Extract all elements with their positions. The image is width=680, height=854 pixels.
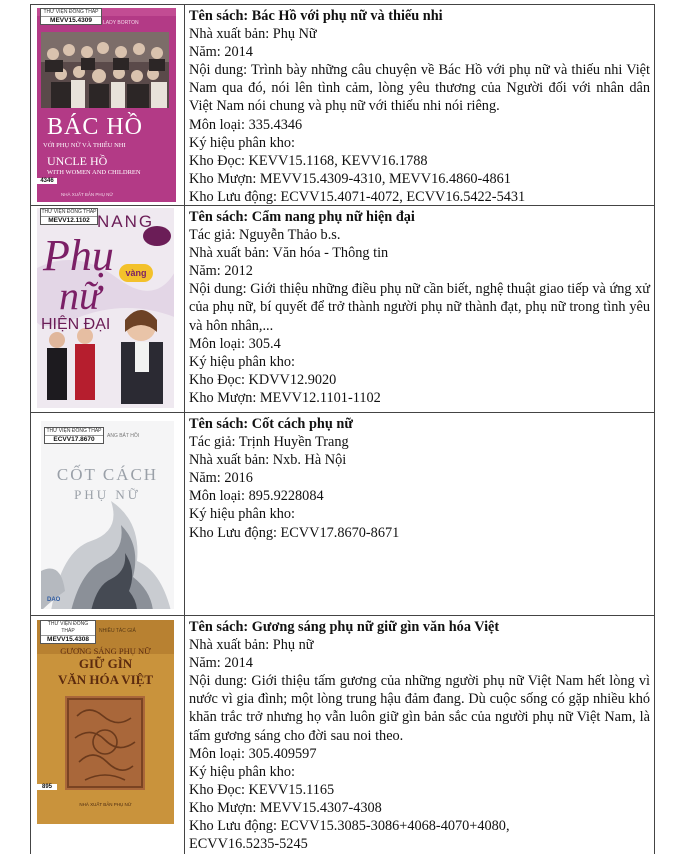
book-cover-guong-sang bbox=[37, 620, 174, 824]
book-publisher: Nhà xuất bản: Nxb. Hà Nội bbox=[189, 452, 347, 469]
library-tag-code: MEVV12.1102 bbox=[41, 216, 97, 224]
book-info-2 bbox=[185, 206, 654, 412]
book-publisher: Nhà xuất bản: Văn hóa - Thông tin bbox=[189, 245, 389, 262]
book-cover-cell bbox=[31, 413, 185, 615]
library-tag-code: ECVV17.8670 bbox=[45, 435, 103, 443]
cover-title-line3: VĂN HÓA VIỆT bbox=[57, 672, 154, 687]
library-tag-code: MEVV15.4309 bbox=[41, 16, 101, 24]
cover-en-subtitle: WITH WOMEN AND CHILDREN bbox=[47, 169, 141, 176]
book-year: Năm: 2012 bbox=[189, 263, 253, 280]
book-info-3 bbox=[185, 413, 654, 615]
cover-title-line1: CỐT CÁCH bbox=[56, 465, 159, 484]
cover-title-line1: GƯƠNG SÁNG PHỤ NỮ bbox=[60, 646, 151, 656]
book-catalog-table bbox=[30, 4, 655, 854]
library-tag-name: THƯ VIỆN ĐỒNG THÁP bbox=[43, 9, 99, 15]
book-classification: Môn loại: 305.4 bbox=[189, 335, 281, 352]
book-reading-store: Kho Đọc: KEVV15.1165 bbox=[189, 781, 335, 798]
library-tag bbox=[40, 208, 98, 225]
book-title: Bác Hồ với phụ nữ và thiếu nhi bbox=[251, 8, 443, 24]
book-lending-store: Kho Mượn: MEVV15.4307-4308 bbox=[189, 799, 382, 816]
library-tag bbox=[40, 620, 96, 644]
book-year: Năm: 2014 bbox=[189, 44, 253, 61]
book-lending-store: Kho Mượn: MEVV15.4309-4310, MEVV16.4860-4861 bbox=[189, 170, 511, 187]
book-title-label: Tên sách: bbox=[189, 619, 252, 635]
book-info-4 bbox=[185, 616, 654, 854]
book-title-line bbox=[189, 7, 650, 25]
book-title-line bbox=[189, 415, 650, 433]
book-classification: Môn loại: 335.4346 bbox=[189, 116, 303, 133]
book-mobile-store: Kho Lưu động: ECVV15.3085-3086+4068-4070+4080, bbox=[189, 818, 510, 835]
book-cover-cam-nang bbox=[37, 208, 174, 408]
library-tag bbox=[44, 427, 104, 444]
book-title-line bbox=[189, 208, 650, 226]
book-reading-store: Kho Đọc: KDVV12.9020 bbox=[189, 371, 337, 388]
book-storage-label: Ký hiệu phân kho: bbox=[189, 353, 296, 370]
cover-badge: vàng bbox=[119, 264, 153, 282]
cover-art-smoke bbox=[41, 421, 174, 609]
book-author: Tác giả: Nguyễn Thảo b.s. bbox=[189, 227, 341, 244]
book-classification: Môn loại: 895.9228084 bbox=[189, 488, 324, 505]
book-row-1 bbox=[30, 5, 655, 206]
library-tag bbox=[40, 8, 102, 25]
cover-author: NHIỀU TÁC GIẢ bbox=[99, 628, 136, 634]
book-description: Nội dung: Trình bày những câu chuyện về Bác Hồ với phụ nữ và thiếu nhi Việt Nam qua đó, nói lên tình cảm, lòng yêu thương của Người đối với nhân dân Việt Nam nói chung và phụ nữ với thiếu nhi nói riêng. bbox=[189, 62, 650, 115]
book-title: Gương sáng phụ nữ giữ gìn văn hóa Việt bbox=[251, 619, 500, 635]
cover-photo-crowd bbox=[41, 32, 169, 108]
cover-title-bottom: HIỆN ĐẠI bbox=[41, 316, 111, 333]
book-title: Cẩm nang phụ nữ hiện đại bbox=[251, 209, 415, 225]
book-row-4 bbox=[30, 616, 655, 854]
book-description: Nội dung: Giới thiệu tấm gương của những người phụ nữ Việt Nam hết lòng vì nước vì gia đình; một lòng trung hậu đảm đang. Dù cuộc sống có gặp nhiều khó khăn trắc trở nhưng họ vẫn luôn giữ gìn bản sắc của người phụ nữ Việt Nam, là tấm gương sáng cho đời sau noi theo. bbox=[189, 673, 650, 744]
book-cover-cell bbox=[31, 616, 185, 854]
book-cover-cell bbox=[31, 5, 185, 205]
book-publisher: Nhà xuất bản: Phụ nữ bbox=[189, 637, 314, 654]
cover-spine-code: 895 bbox=[37, 784, 57, 790]
book-mobile-store-cont: ECVV16.5235-5245 bbox=[189, 836, 308, 853]
book-title-label: Tên sách: bbox=[189, 8, 252, 24]
cover-title-line2: PHỤ NỮ bbox=[74, 487, 141, 502]
cover-title-line2: GIỮ GÌN bbox=[78, 656, 133, 671]
library-tag-name: THƯ VIỆN ĐỒNG THÁP bbox=[46, 428, 102, 434]
book-publisher: Nhà xuất bản: Phụ Nữ bbox=[189, 26, 317, 43]
book-reading-store: Kho Đọc: KEVV15.1168, KEVV16.1788 bbox=[189, 152, 428, 169]
book-title-label: Tên sách: bbox=[189, 209, 252, 225]
cover-title: BÁC HỒ bbox=[47, 114, 144, 140]
library-tag-name: THƯ VIỆN ĐỒNG THÁP bbox=[41, 209, 97, 215]
book-info-1 bbox=[185, 5, 654, 205]
cover-title-main: Phụ bbox=[43, 231, 114, 280]
cover-art-relief bbox=[65, 696, 145, 790]
book-storage-label: Ký hiệu phân kho: bbox=[189, 763, 296, 780]
book-mobile-store: Kho Lưu động: ECVV17.8670-8671 bbox=[189, 524, 400, 541]
book-cover-cell bbox=[31, 206, 185, 412]
book-mobile-store: Kho Lưu động: ECVV15.4071-4072, ECVV16.5422-5431 bbox=[189, 188, 526, 205]
cover-author: LADY BORTON bbox=[103, 20, 139, 26]
book-lending-store: Kho Mượn: MEVV12.1101-1102 bbox=[189, 389, 381, 406]
book-title-label: Tên sách: bbox=[189, 416, 252, 432]
library-tag-code: MEVV15.4308 bbox=[41, 635, 95, 643]
book-cover-cot-cach bbox=[41, 421, 174, 609]
book-title-line bbox=[189, 618, 650, 636]
cover-publisher: NHÀ XUẤT BẢN PHỤ NỮ bbox=[79, 802, 132, 807]
cover-title-top: NANG bbox=[97, 212, 155, 231]
book-author: Tác giả: Trịnh Huyền Trang bbox=[189, 434, 349, 451]
cover-publisher-logo: DAO bbox=[47, 597, 61, 603]
book-row-2 bbox=[30, 206, 655, 413]
cover-subtitle: VỚI PHỤ NỮ VÀ THIẾU NHI bbox=[43, 142, 126, 149]
cover-author: ANG BẢT HỒI bbox=[107, 433, 140, 439]
book-description: Nội dung: Giới thiệu những điều phụ nữ cần biết, nghệ thuật giao tiếp và ứng xử của phụ nữ, bí quyết để trở thành người phụ nữ thành đạt, phụ nữ trong tình yêu và hôn nhân,... bbox=[189, 281, 650, 334]
cover-title-second: nữ bbox=[59, 273, 101, 318]
cover-spine-code: 4346 bbox=[37, 178, 57, 184]
book-row-3 bbox=[30, 413, 655, 616]
book-classification: Môn loại: 305.409597 bbox=[189, 745, 317, 762]
cover-publisher: NHÀ XUẤT BẢN PHỤ NỮ bbox=[61, 192, 114, 197]
book-storage-label: Ký hiệu phân kho: bbox=[189, 134, 296, 151]
book-year: Năm: 2014 bbox=[189, 655, 253, 672]
book-year: Năm: 2016 bbox=[189, 470, 253, 487]
book-storage-label: Ký hiệu phân kho: bbox=[189, 506, 296, 523]
library-tag-name: THƯ VIỆN ĐỒNG THÁP bbox=[47, 621, 89, 634]
book-cover-bac-ho bbox=[37, 8, 176, 202]
cover-en-title: UNCLE HỒ bbox=[47, 154, 108, 168]
book-title: Cốt cách phụ nữ bbox=[251, 416, 353, 432]
